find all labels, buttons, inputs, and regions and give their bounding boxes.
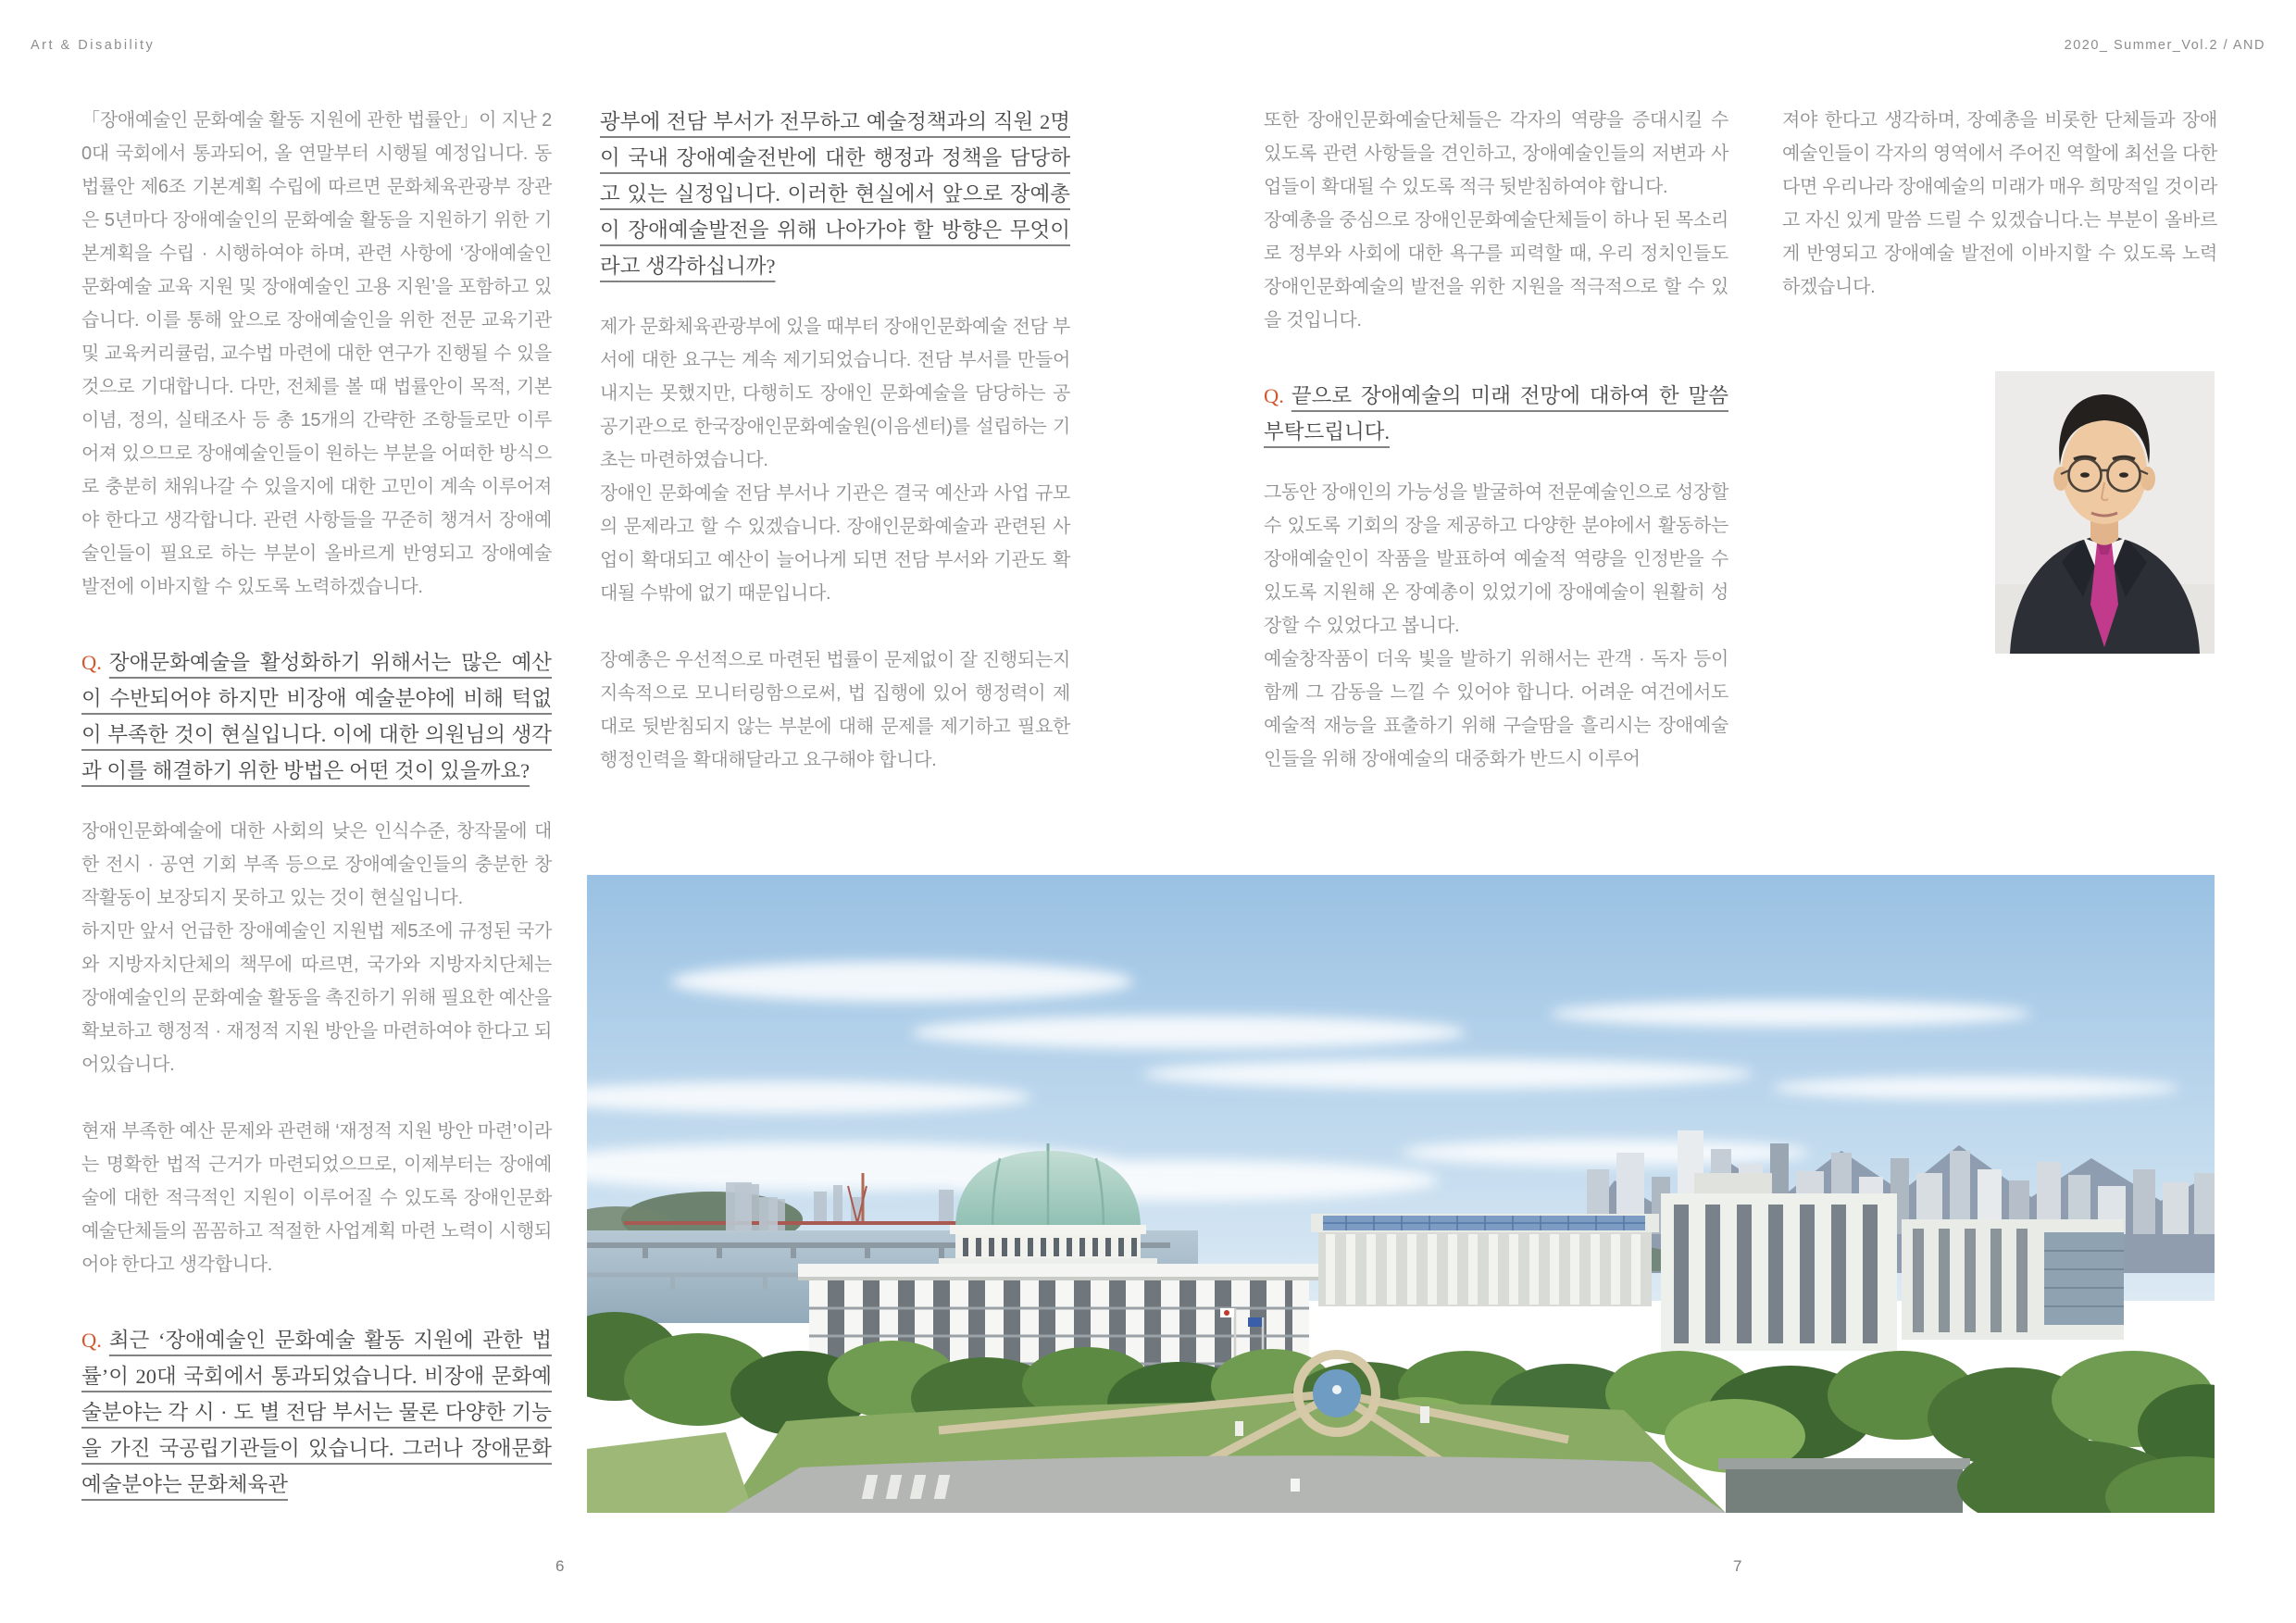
question-2-continued <box>600 104 1070 284</box>
statue <box>1420 1406 1429 1423</box>
right-page-column-1 <box>1264 104 1728 776</box>
q-label: Q. <box>81 651 102 674</box>
question-2-continued-text: 광부에 전담 부서가 전무하고 예술정책과의 직원 2명이 국내 장애예술전반에 대한 행정과 정책을 담당하고 있는 실정입니다. 이러한 현실에서 앞으로 장예총이 장애예술발전을 위해 나아가야 할 방향은 무엇이라고 생각하십니까? <box>600 110 1070 278</box>
road <box>726 1455 1726 1513</box>
answer-paragraph: 장예총은 우선적으로 마련된 법률이 문제없이 잘 진행되는지 지속적으로 모니터링함으로써, 법 집행에 있어 행정력이 제대로 뒷받침되지 않는 부분에 대해 문제를 제기하고 필요한 행정인력을 확대해달라고 요구해야 합니다. <box>600 650 1070 770</box>
journal-title: Art & Disability <box>31 38 156 53</box>
page-number-right: 7 <box>1733 1557 1742 1575</box>
q-label: Q. <box>1264 384 1284 407</box>
answer-paragraph: 예술창작품이 더욱 빛을 발하기 위해서는 관객 · 독자 등이 함께 그 감동을 느낄 수 있어야 합니다. 어려운 여건에서도 예술적 재능을 표출하기 위해 구슬땀을 흘리시는 장애예술인들을 위해 장애예술의 대중화가 반드시 이루어 <box>1264 649 1728 769</box>
interviewee-portrait-photo <box>1995 371 2215 654</box>
question-1 <box>81 644 552 789</box>
left-page-column-1 <box>81 104 552 1529</box>
question-2-text: 최근 ‘장애예술인 문화예술 활동 지원에 관한 법률’이 20대 국회에서 통과되었습니다. 비장애 문화예술분야는 각 시 · 도 별 전담 부서는 물론 다양한 기능을 가진 국공립기관들이 있습니다. 그러나 장애문화예술분야는 문화체육관 <box>81 1329 552 1496</box>
q-label: Q. <box>81 1329 102 1352</box>
assembly-illustration <box>587 875 2215 1513</box>
answer-paragraph: 또한 장애인문화예술단체들은 각자의 역량을 증대시킬 수 있도록 관련 사항들을 견인하고, 장애예술인들의 저변과 사업들이 확대될 수 있도록 적극 뒷받침하여야 합니다. <box>1264 110 1728 197</box>
answer-paragraph: 「장애예술인 문화예술 활동 지원에 관한 법률안」이 지난 20대 국회에서 통과되어, 올 연말부터 시행될 예정입니다. 동 법률안 제6조 기본계획 수립에 따르면 문화체육관광부 장관은 5년마다 장애예술인의 문화예술 활동을 지원하기 위한 기본계획을 수립 · 시행하여야 하며, 관련 사항에 ‘장애예술인 문화예술 교육 지원 및 장애예술인 고용 지원’을 포함하고 있습니다. 이를 통해 앞으로 장애예술인을 위한 전문 교육기관 및 교육커리큘럼, 교수법 마련에 대한 연구가 진행될 수 있을 것으로 기대합니다. 다만, 전체를 볼 때 법률안이 목적, 기본이념, 정의, 실태조사 등 총 15개의 간략한 조항들로만 이루어져 있으므로 장애예술인들이 원하는 부분을 어떠한 방식으로 충분히 채워나갈 수 있을지에 대한 고민이 계속 이루어져야 한다고 생각합니다. 관련 사항들을 꾸준히 챙겨서 장애예술인들이 필요로 하는 부분이 올바르게 반영되고 장애예술 발전에 이바지할 수 있도록 노력하겠습니다. <box>81 110 552 597</box>
national-assembly-photo <box>587 875 2215 1513</box>
question-1-text: 장애문화예술을 활성화하기 위해서는 많은 예산이 수반되어야 하지만 비장애 예술분야에 비해 턱없이 부족한 것이 현실입니다. 이에 대한 의원님의 생각과 이를 해결하기 위한 방법은 어떤 것이 있을까요? <box>81 651 552 782</box>
answer-paragraph: 장애인문화예술에 대한 사회의 낮은 인식수준, 창작물에 대한 전시 · 공연 기회 부족 등으로 장애예술인들의 충분한 창작활동이 보장되지 못하고 있는 것이 현실입니다. <box>81 821 552 908</box>
left-page-column-2 <box>600 104 1070 777</box>
answer-paragraph: 그동안 장애인의 가능성을 발굴하여 전문예술인으로 성장할 수 있도록 기회의 장을 제공하고 다양한 분야에서 활동하는 장애예술인이 작품을 발표하여 예술적 역량을 인정받을 수 있도록 지원해 온 장예총이 있었기에 장애예술이 원활히 성장할 수 있었다고 봅니다. <box>1264 482 1728 636</box>
portrait-illustration <box>1995 371 2215 654</box>
right-page-column-2 <box>1782 104 2217 304</box>
page-number-left: 6 <box>555 1557 565 1575</box>
foreground-building <box>1718 1458 1970 1513</box>
answer-paragraph: 현재 부족한 예산 문제와 관련해 ‘재정적 지원 방안 마련’이라는 명확한 법적 근거가 마련되었으므로, 이제부터는 장애예술에 대한 적극적인 지원이 이루어질 수 있도록 장애인문화예술단체들의 꼼꼼하고 적절한 사업계획 마련 노력이 시행되어야 한다고 생각합니다. <box>81 1121 552 1275</box>
question-3-text: 끝으로 장애예술의 미래 전망에 대하여 한 말씀 부탁드립니다. <box>1264 384 1728 443</box>
answer-paragraph: 하지만 앞서 언급한 장애예술인 지원법 제5조에 규정된 국가와 지방자치단체의 책무에 따르면, 국가와 지방자치단체는 장애예술인의 문화예술 활동을 촉진하기 위해 필요한 예산을 확보하고 행정적 · 재정적 지원 방안을 마련하여야 한다고 되어있습니다. <box>81 921 552 1075</box>
glass-building <box>2044 1232 2124 1325</box>
question-2 <box>81 1322 552 1503</box>
issue-label: 2020_ Summer_Vol.2 / AND <box>2064 38 2265 53</box>
answer-paragraph: 장애인 문화예술 전담 부서나 기관은 결국 예산과 사업 규모의 문제라고 할 수 있겠습니다. 장애인문화예술과 관련된 사업이 확대되고 예산이 늘어나게 되면 전담 부서와 기관도 확대될 수밖에 없기 때문입니다. <box>600 483 1070 604</box>
answer-paragraph: 장예총을 중심으로 장애인문화예술단체들이 하나 된 목소리로 정부와 사회에 대한 욕구를 피력할 때, 우리 정치인들도 장애인문화예술의 발전을 위한 지원을 적극적으로 할 수 있을 것입니다. <box>1264 210 1728 331</box>
answer-paragraph: 져야 한다고 생각하며, 장예총을 비롯한 단체들과 장애예술인들이 각자의 영역에서 주어진 역할에 최선을 다한다면 우리나라 장애예술의 미래가 매우 희망적일 것이라고 자신 있게 말씀 드릴 수 있겠습니다.는 부분이 올바르게 반영되고 장애예술 발전에 이바지할 수 있도록 노력하겠습니다. <box>1782 110 2217 297</box>
question-3 <box>1264 378 1728 450</box>
statue <box>1235 1421 1243 1436</box>
answer-paragraph: 제가 문화체육관광부에 있을 때부터 장애인문화예술 전담 부서에 대한 요구는 계속 제기되었습니다. 전담 부서를 만들어내지는 못했지만, 다행히도 장애인 문화예술을 담당하는 공공기관으로 한국장애인문화예술원(이음센터)를 설립하는 기초는 마련하였습니다. <box>600 317 1070 470</box>
